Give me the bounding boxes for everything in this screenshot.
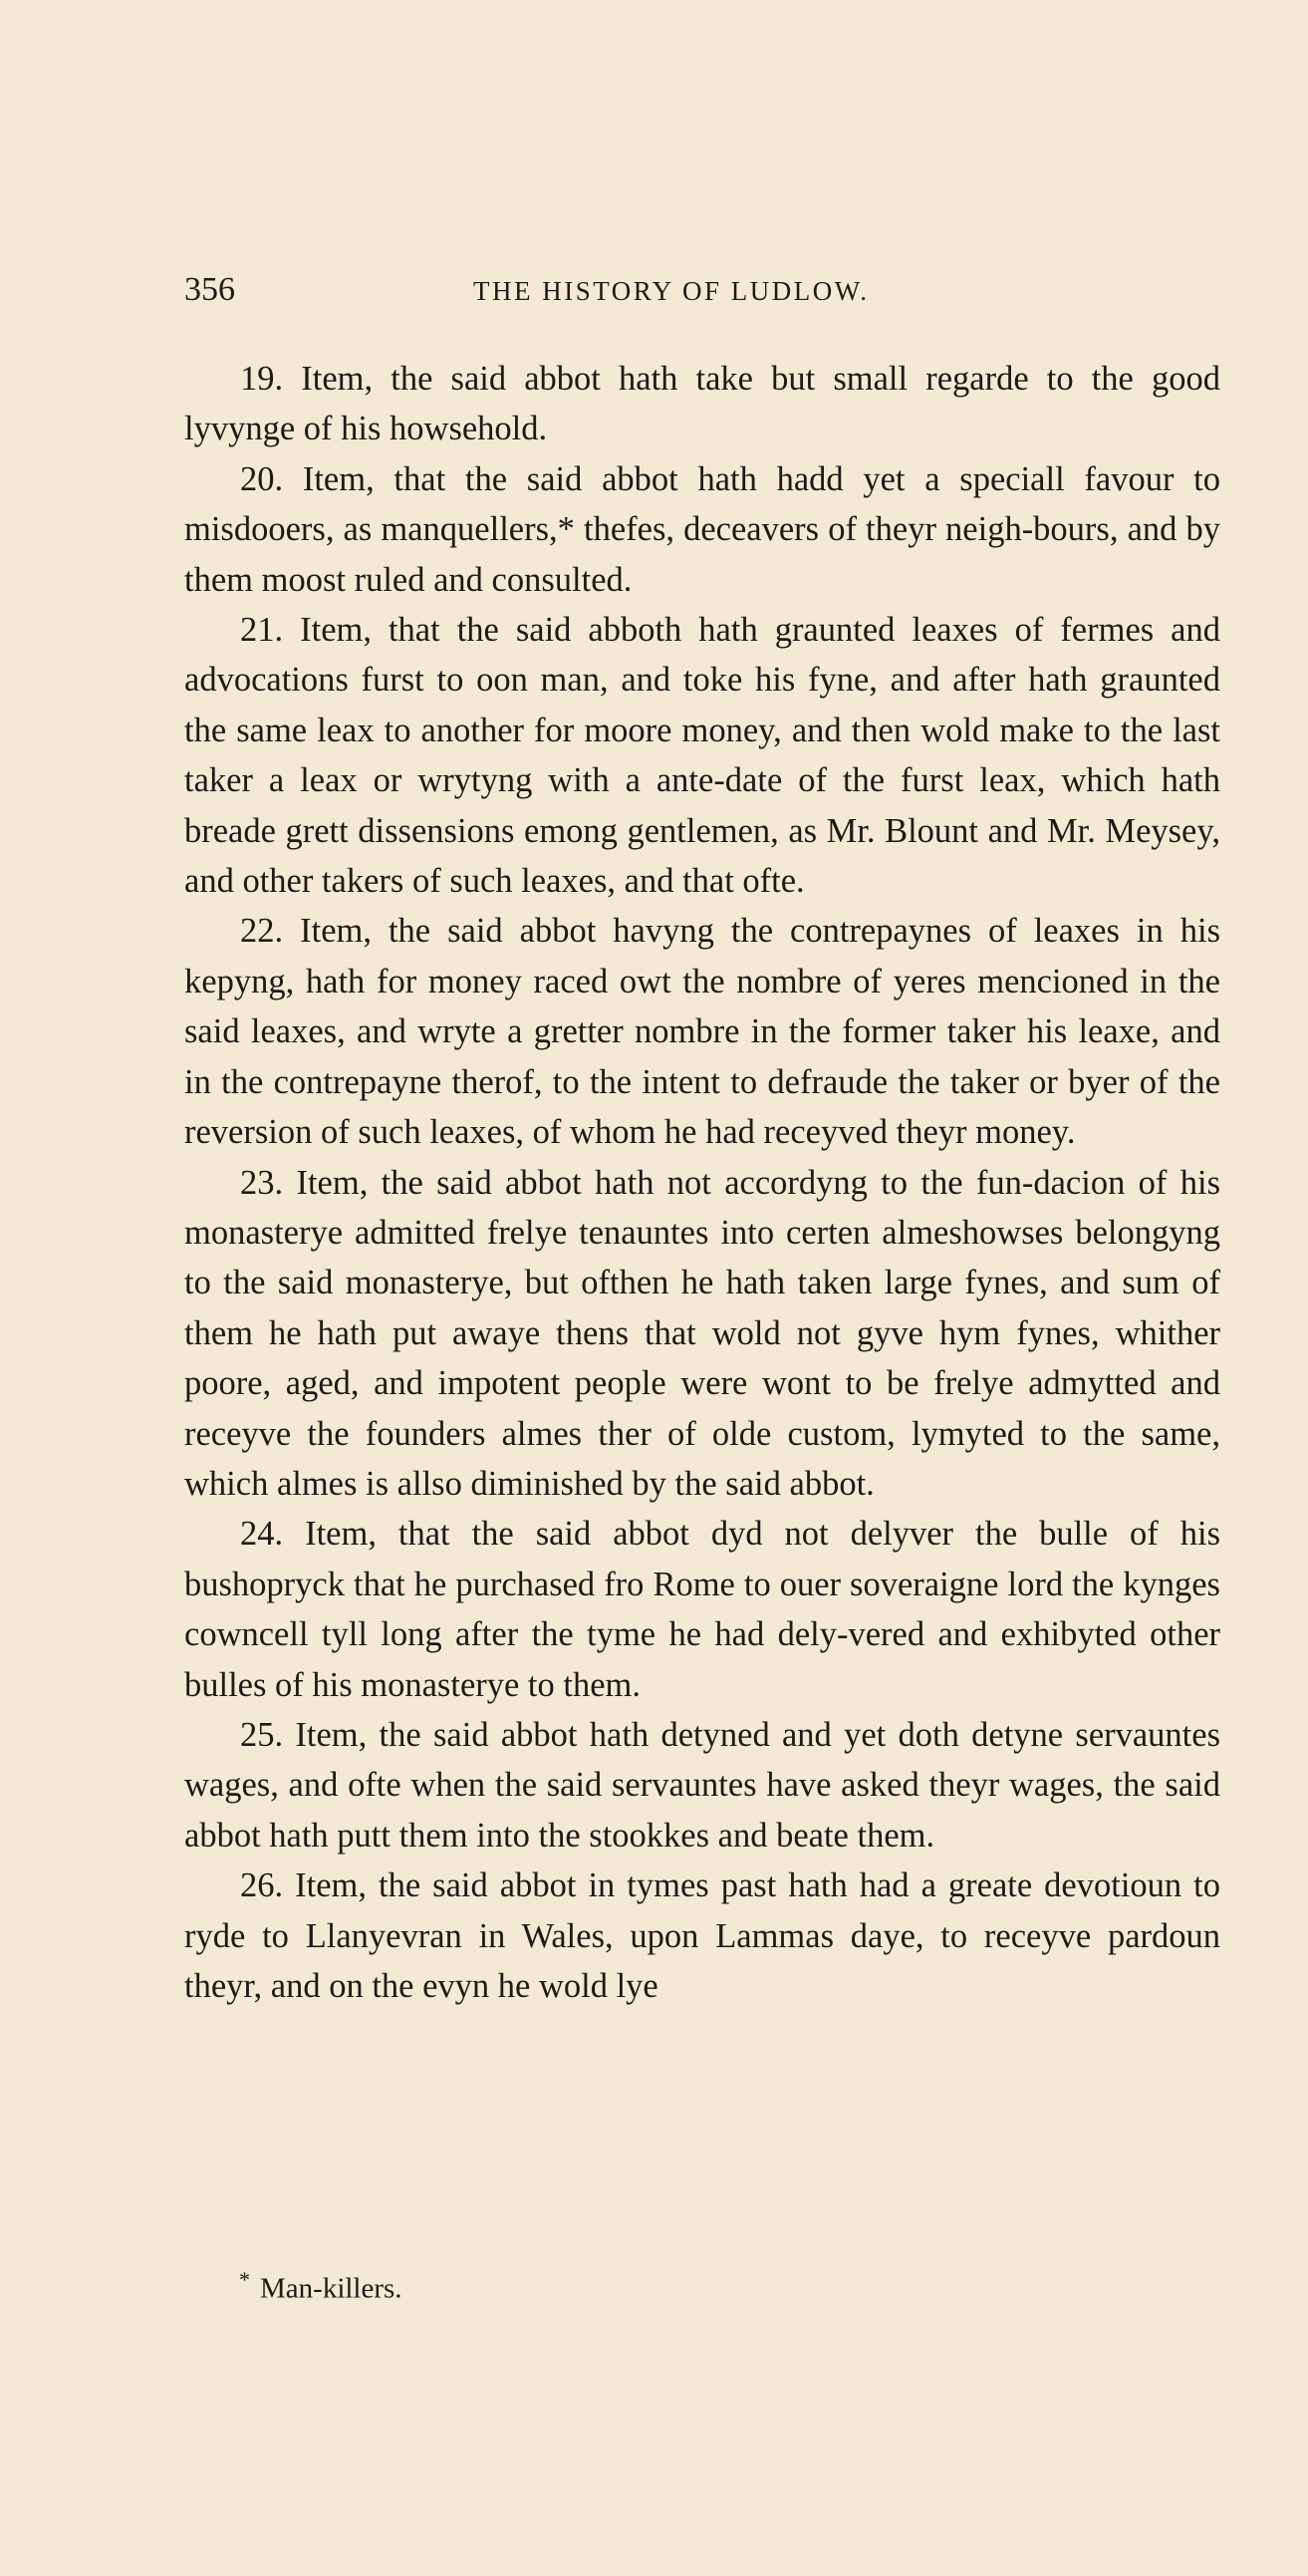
- page-number: 356: [184, 271, 235, 308]
- item-text: Item, that the said abbot dyd not delyver the bulle of his bushopryck that he purchased fro Rome to ouer soveraigne lord the kynges cowncell tyll long after the tyme he had dely-vered and exhibyted other bulles of his monasterye to them.: [184, 1515, 1221, 1704]
- footnote: [239, 2262, 402, 2307]
- item-number: 19.: [240, 360, 284, 398]
- item-number: 26.: [240, 1866, 284, 1905]
- item-24: [184, 1509, 1220, 1710]
- item-text: Item, the said abbot hath not accordyng to the fun-dacion of his monasterye admitted frelye tenauntes into certen almeshowses belongyng to the said monasterye, but ofthen he hath taken large fynes, and sum of them he hath put awaye thens that wold not gyve hym fynes, whither poore, aged, and impotent people were wont to be frelye admytted and receyve the founders almes ther of olde custom, lymyted to the same, which almes is allso diminished by the said abbot.: [184, 1163, 1220, 1503]
- item-text: Item, that the said abbot hath hadd yet a speciall favour to misdooers, as manquellers,* thefes, deceavers of theyr neigh-bours, and by them moost ruled and consulted.: [184, 459, 1220, 599]
- item-22: [184, 906, 1220, 1157]
- body-text: [184, 354, 1220, 2011]
- running-head: [184, 270, 1220, 310]
- item-19: [184, 354, 1220, 454]
- footnote-mark: *: [239, 2267, 250, 2292]
- item-text: Item, the said abbot havyng the contrepaynes of leaxes in his kepyng, hath for money raced owt the nombre of yeres mencioned in the said leaxes, and wryte a gretter nombre in the former taker his leaxe, and in the contrepayne therof, to the intent to defraude the taker or byer of the reversion of such leaxes, of whom he had receyved theyr money.: [184, 912, 1221, 1152]
- item-23: [184, 1158, 1220, 1510]
- item-21: [184, 605, 1220, 906]
- item-26: [184, 1860, 1220, 2011]
- footnote-text: Man-killers.: [260, 2272, 402, 2305]
- item-number: 25.: [240, 1715, 284, 1754]
- item-text: Item, that the said abboth hath graunted leaxes of fermes and advocations furst to oon man, and toke his fyne, and after hath graunted the same leax to another for moore money, and then wold make to the last taker a leax or wrytyng with a ante-date of the furst leax, which hath breade grett dissensions emong gentlemen, as Mr. Blount and Mr. Meysey, and other takers of such leaxes, and that ofte.: [184, 611, 1220, 901]
- item-number: 23.: [240, 1163, 284, 1202]
- running-title: THE HISTORY OF LUDLOW.: [473, 276, 870, 306]
- item-number: 24.: [240, 1515, 284, 1554]
- item-number: 21.: [240, 611, 284, 650]
- item-text: Item, the said abbot in tymes past hath had a greate devotioun to ryde to Llanyevran in Wales, upon Lammas daye, to receyve pardoun theyr, and on the evyn he wold lye: [184, 1866, 1221, 2005]
- item-number: 22.: [240, 912, 284, 951]
- item-20: [184, 454, 1220, 605]
- item-number: 20.: [240, 459, 284, 498]
- item-text: Item, the said abbot hath take but small regarde to the good lyvynge of his howsehold.: [184, 360, 1221, 448]
- item-text: Item, the said abbot hath detyned and yet doth detyne servauntes wages, and ofte when the said servauntes have asked theyr wages, the said abbot hath putt them into the stookkes and beate them.: [184, 1715, 1221, 1855]
- item-25: [184, 1710, 1220, 1860]
